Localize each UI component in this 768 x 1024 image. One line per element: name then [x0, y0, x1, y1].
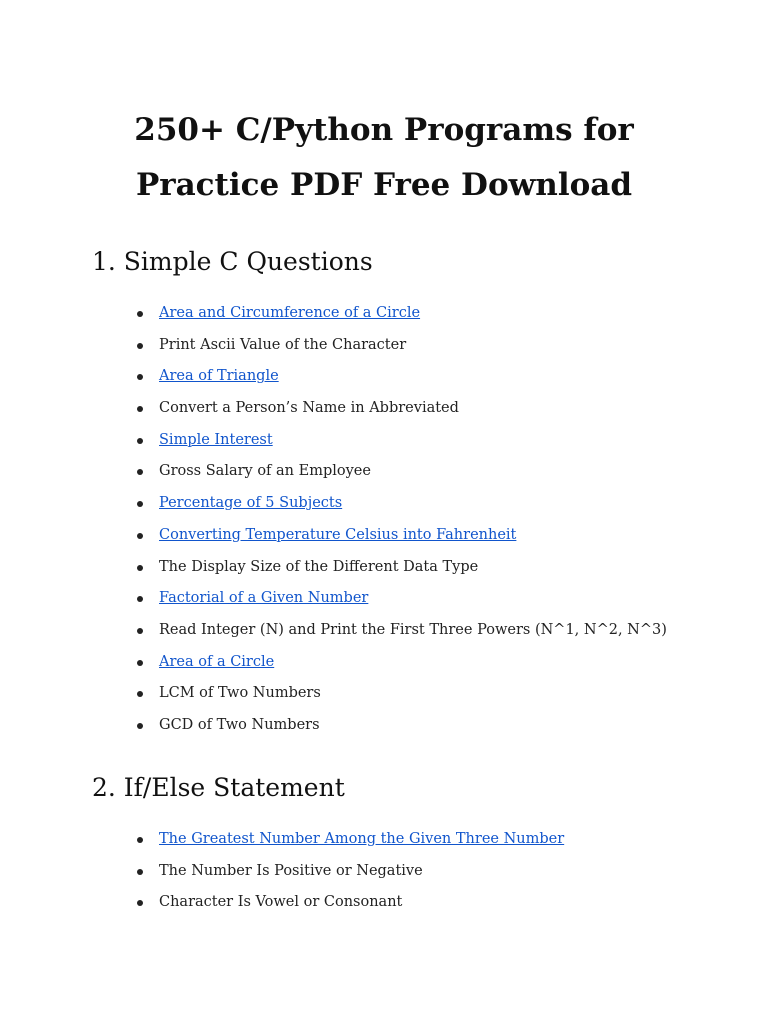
list-item	[0, 302, 768, 334]
list-item	[0, 460, 768, 492]
list-item	[0, 334, 768, 366]
item-link[interactable]: The Greatest Number Among the Given Three Number	[159, 831, 565, 847]
if-else-statement-list	[0, 828, 768, 923]
bullet-icon	[137, 660, 143, 666]
list-item	[0, 891, 768, 923]
item-text: Character Is Vowel or Consonant	[159, 894, 403, 910]
list-item	[0, 860, 768, 892]
list-item	[0, 365, 768, 397]
item-link[interactable]: Factorial of a Given Number	[159, 590, 369, 607]
bullet-icon	[137, 837, 143, 843]
item-link[interactable]: Area and Circumference of a Circle	[159, 305, 421, 321]
list-item	[0, 682, 768, 714]
section-heading-simple-c-questions: 1. Simple C Questions	[92, 247, 373, 276]
simple-c-questions-list	[0, 302, 768, 746]
bullet-icon	[137, 723, 143, 729]
list-item	[0, 429, 768, 461]
item-link[interactable]: Simple Interest	[159, 431, 273, 448]
item-text: The Number Is Positive or Negative	[159, 862, 423, 879]
item-text: LCM of Two Numbers	[159, 685, 321, 702]
document-title-line-2: Practice PDF Free Download	[135, 167, 633, 203]
bullet-icon	[137, 406, 143, 412]
item-text: Convert a Person’s Name in Abbreviated	[159, 400, 459, 417]
list-item	[0, 492, 768, 524]
bullet-icon	[137, 565, 143, 571]
bullet-icon	[137, 691, 143, 697]
bullet-icon	[137, 596, 143, 602]
bullet-icon	[137, 900, 143, 906]
bullet-icon	[137, 311, 143, 317]
item-text: The Display Size of the Different Data Type	[159, 558, 479, 575]
bullet-icon	[137, 469, 143, 475]
item-link[interactable]: Percentage of 5 Subjects	[159, 495, 343, 512]
bullet-icon	[137, 343, 143, 349]
list-item	[0, 524, 768, 556]
bullet-icon	[137, 438, 143, 444]
item-text: Gross Salary of an Employee	[159, 463, 371, 480]
bullet-icon	[137, 869, 143, 875]
item-text: Print Ascii Value of the Character	[159, 336, 407, 353]
item-text: Read Integer (N) and Print the First Three Powers (N^1, N^2, N^3)	[159, 621, 667, 638]
item-link[interactable]: Area of Triangle	[159, 368, 279, 385]
list-item	[0, 828, 768, 860]
item-text: GCD of Two Numbers	[159, 716, 320, 733]
list-item	[0, 619, 768, 651]
list-item	[0, 651, 768, 683]
item-link[interactable]: Area of a Circle	[159, 653, 275, 670]
list-item	[0, 397, 768, 429]
document-title-line-1: 250+ C/Python Programs for	[134, 112, 634, 148]
list-item	[0, 556, 768, 588]
bullet-icon	[137, 628, 143, 634]
item-link[interactable]: Converting Temperature Celsius into Fahrenheit	[159, 526, 517, 543]
bullet-icon	[137, 533, 143, 539]
list-item	[0, 587, 768, 619]
bullet-icon	[137, 501, 143, 507]
list-item	[0, 714, 768, 746]
section-heading-if-else-statement: 2. If/Else Statement	[92, 773, 345, 802]
bullet-icon	[137, 374, 143, 380]
